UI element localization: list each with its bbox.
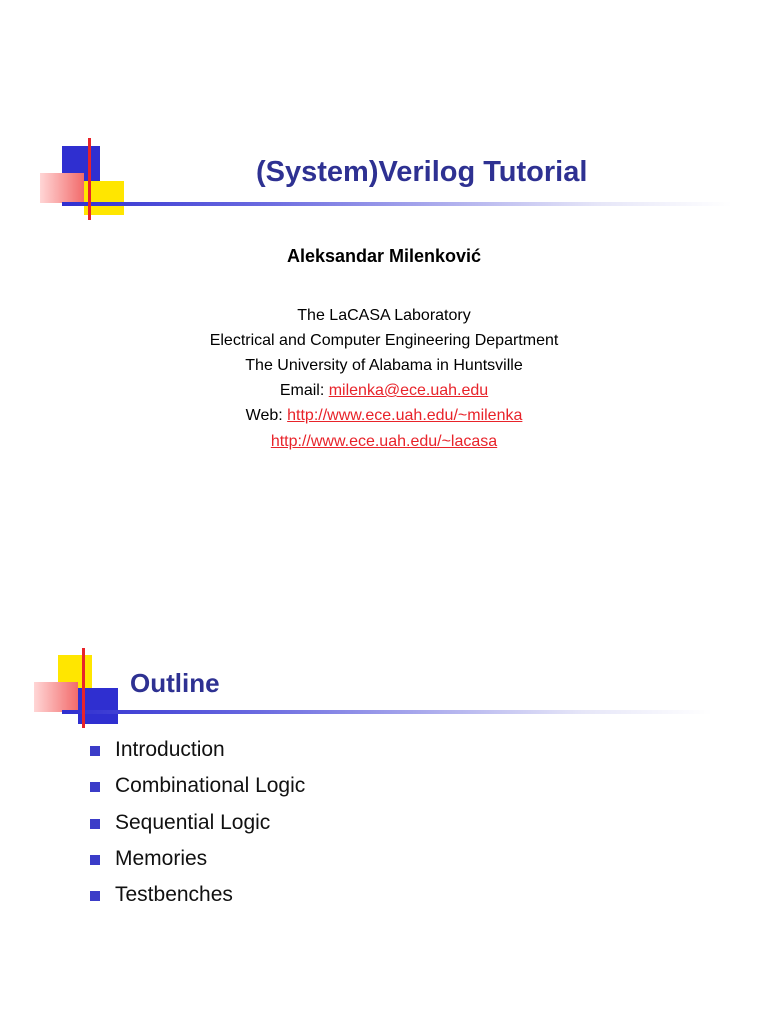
- list-item-text: Combinational Logic: [115, 774, 306, 797]
- deco-pink-square-2: [34, 682, 78, 712]
- deco-horizontal-rule: [62, 202, 732, 206]
- list-item: [90, 845, 207, 873]
- email-label: Email:: [279, 382, 329, 399]
- square-bullet-icon: [90, 782, 100, 792]
- deco-vertical-rule: [88, 138, 91, 220]
- author-name: Aleksandar Milenković: [286, 246, 482, 266]
- lab-name: The LaCASA Laboratory: [297, 307, 471, 324]
- square-bullet-icon: [90, 746, 100, 756]
- deco-vertical-rule-2: [82, 648, 85, 728]
- deco-horizontal-rule-2: [62, 710, 712, 714]
- list-item-text: Memories: [115, 847, 208, 870]
- university-name: The University of Alabama in Huntsville: [245, 357, 523, 374]
- deco-pink-square: [40, 173, 84, 203]
- square-bullet-icon: [90, 855, 100, 865]
- square-bullet-icon: [90, 891, 100, 901]
- web-link-lacasa[interactable]: http://www.ece.uah.edu/~lacasa: [270, 433, 498, 450]
- web-line: [0, 407, 768, 425]
- square-bullet-icon: [90, 819, 100, 829]
- list-item-text: Sequential Logic: [115, 811, 271, 834]
- slide2-title: Outline: [130, 668, 220, 698]
- email-link[interactable]: milenka@ece.uah.edu: [328, 382, 489, 399]
- web-line-2: [0, 433, 768, 451]
- list-item: [90, 736, 225, 764]
- email-line: [0, 382, 768, 400]
- slide1-title: (System)Verilog Tutorial: [256, 156, 588, 188]
- list-item: [90, 809, 270, 837]
- list-item: [90, 772, 305, 800]
- department-name: Electrical and Computer Engineering Department: [209, 332, 559, 349]
- list-item-text: Testbenches: [115, 883, 233, 906]
- web-link-milenka[interactable]: http://www.ece.uah.edu/~milenka: [287, 407, 523, 424]
- web-label: Web:: [245, 407, 288, 424]
- list-item: [90, 881, 233, 909]
- list-item-text: Introduction: [115, 738, 225, 761]
